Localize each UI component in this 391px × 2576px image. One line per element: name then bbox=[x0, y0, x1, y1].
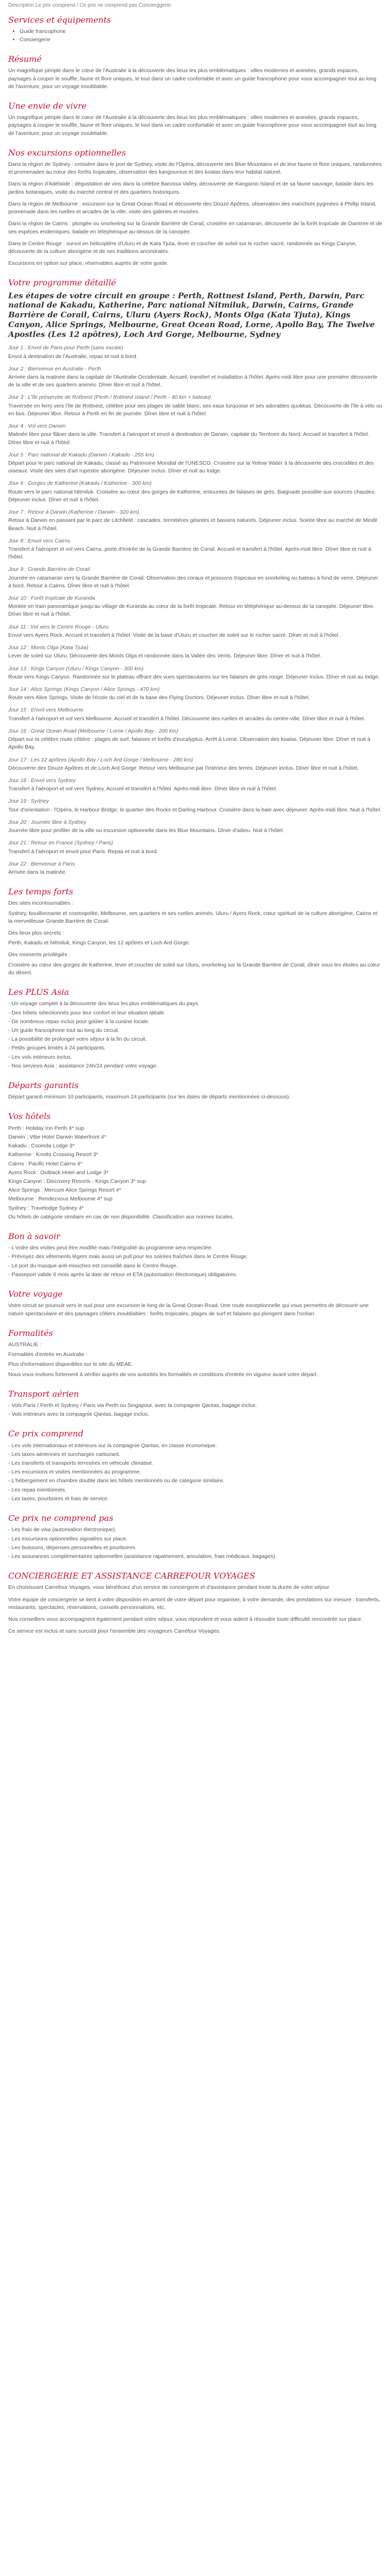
temps-forts-paragraph: Perth, Kakadu et Nitmiluk, Kings Canyon, les 12 apôtres et Loch Ard Gorge. bbox=[8, 940, 190, 946]
prix-ne-comprend-item: - Les boissons, dépenses personnelles et pourboires. bbox=[8, 1544, 137, 1551]
temps-forts-paragraph: Des moments privilégiés : bbox=[8, 952, 71, 958]
programme-title: Votre programme détaillé bbox=[8, 278, 116, 288]
prix-comprend-item: - Les taxes aériennes et surcharges carburant. bbox=[8, 1451, 121, 1458]
programme-day-title: Jour 2 : Bienvenue en Australie - Perth bbox=[8, 365, 101, 372]
hotel-item: Kakadu : Cooinda Lodge 3* bbox=[8, 1143, 75, 1149]
departs-text: Départ garanti minimum 10 participants, maximum 24 participants (sur les dates de départs mentionnées ci-dessous). bbox=[8, 1094, 290, 1100]
prix-comprend-item: - Les repas mentionnés. bbox=[8, 1486, 67, 1493]
breadcrumb: Description Le prix comprend / Ce prix ne comprend pas Concierggerie bbox=[8, 3, 171, 8]
temps-forts-paragraph: Des lieux plus secrets : bbox=[8, 930, 64, 936]
excursions-paragraph: Dans le Centre Rouge : survol en hélicoptère d'Uluru et de Kata Tjuta, lever et coucher de soleil sur le rocher sacré, randonnée au Kings Canyon, découverte de la culture aborigène et de ses traditions ancestrales. bbox=[8, 240, 357, 255]
programme-day-description: Lever de soleil sur Uluru. Découverte des Monts Olga et randonnée dans la Vallée des Vents. Déjeuner libre. Dîner et nuit à l'hôtel. bbox=[8, 653, 322, 659]
programme-day-title: Jour 20 : Journée libre à Sydney bbox=[8, 819, 87, 825]
info-list bbox=[8, 1244, 383, 1279]
hotel-item: Katherine : Knotts Crossing Resort 3* bbox=[8, 1151, 99, 1158]
conciergerie-paragraph: Nos conseillers vous accompagnent également pendant votre séjour, vous répondent et vous aident à résoudre toute difficulté rencontrée sur place. bbox=[8, 1616, 363, 1623]
programme-day-title: Jour 16 : Great Ocean Road (Melbourne / Lorne / Apollo Bay - 200 km) bbox=[8, 727, 178, 734]
plus-section bbox=[8, 987, 383, 1070]
prix-ne-comprend-item: - Les assurances complémentaires optionnelles (assistance rapatriement, annulation, frais médicaux, bagages). bbox=[8, 1553, 277, 1560]
plus-item: - Nos services Asia : assistance 24h/24 pendant votre voyage. bbox=[8, 1062, 158, 1069]
formalites-line: AUSTRALIE : bbox=[8, 1341, 42, 1348]
envie-title: Une envie de vivre bbox=[8, 100, 87, 111]
formalites-line: Plus d'informations disponibles sur le site du MEAE. bbox=[8, 1361, 133, 1368]
programme-day bbox=[8, 686, 383, 702]
programme-day-description: Transfert à l'aéroport et vol vers Melbourne. Accueil et transfert à l'hôtel. Découverte des ruelles et arcades du centre-ville. Dîner libre et nuit à l'hôtel. bbox=[8, 715, 365, 722]
programme-day-title: Jour 9 : Grande Barrière de Corail bbox=[8, 566, 90, 573]
voyage-text: Votre circuit se poursuit vers le sud pour une excursion le long de la Great Ocean Road. Une route exceptionnelle qui vous permettra de découvrir une nature spectaculaire et des paysages côtiers inoubliables : forêts tropicales, plages de surf et falaises qui plongent dans l'océan. bbox=[8, 1302, 369, 1317]
prix-comprend-item: - Les excursions et visites mentionnées au programme. bbox=[8, 1469, 141, 1476]
formalites-section bbox=[8, 1328, 383, 1379]
plus-title: Les PLUS Asia bbox=[8, 987, 69, 997]
excursions-paragraph: Excursions en option sur place, réservables auprès de votre guide. bbox=[8, 260, 169, 267]
programme-day bbox=[8, 727, 383, 752]
programme-day-title: Jour 12 : Monts Olga (Kata Tjuta) bbox=[8, 645, 89, 651]
resume-section bbox=[8, 54, 383, 91]
programme-days bbox=[8, 344, 383, 876]
hotels-list bbox=[8, 1125, 383, 1221]
transport-section bbox=[8, 1389, 383, 1419]
prix-comprend-item: - Les vols internationaux et intérieurs sur la compagnie Qantas, en classe économique. bbox=[8, 1442, 217, 1449]
programme-day-title: Jour 3 : L'île préservée de Rottnest (Perth / Rottnest Island / Perth - 40 km + bateau) bbox=[8, 394, 211, 401]
transport-item: - Vols Paris / Perth et Sydney / Paris via Perth ou Singapour, avec la compagnie Qantas, bagage inclus. bbox=[8, 1402, 257, 1409]
voyage-title: Votre voyage bbox=[8, 1289, 63, 1299]
hotel-item: Sydney : Travelodge Sydney 4* bbox=[8, 1205, 84, 1211]
conciergerie-title: CONCIERGERIE ET ASSISTANCE CARREFOUR VOYAGES bbox=[8, 1571, 255, 1581]
envie-section bbox=[8, 101, 383, 138]
plus-item: - Les vols intérieurs inclus. bbox=[8, 1054, 72, 1060]
programme-day bbox=[8, 344, 383, 360]
prix-ne-comprend-section bbox=[8, 1513, 383, 1561]
prix-comprend-item: - Les transferts et transports terrestres en véhicule climatisé. bbox=[8, 1460, 154, 1467]
services-item: • Conciergerie bbox=[20, 36, 383, 44]
hotel-item: Ayers Rock : Outback Hotel and Lodge 3* bbox=[8, 1169, 109, 1176]
programme-day-description: Découverte des Douze Apôtres et de Loch Ard Gorge. Retour vers Melbourne par l'intérieur des terres. Déjeuner inclus. Dîner libre et nuit à l'hôtel. bbox=[8, 765, 359, 771]
excursions-paragraph: Dans la région d'Adélaïde : dégustation de vins dans la célèbre Barossa Valley, découverte de Kangaroo Island et de sa faune sauvage, balade dans les jardins botaniques, visite du marché central et des quartiers historiques. bbox=[8, 181, 373, 195]
prix-comprend-item: - L'hébergement en chambre double dans les hôtels mentionnés ou de catégorie similaire. bbox=[8, 1478, 224, 1484]
programme-day bbox=[8, 798, 383, 814]
excursions-paragraph: Dans la région de Cairns : plongée ou snorkeling sur la Grande Barrière de Corail, croisière en catamaran, découverte de la forêt tropicale de Daintree et de ses espèces endémiques, balade en téléphérique au-dessus de la canopée. bbox=[8, 221, 382, 235]
programme-day-description: Transfert à l'aéroport et envol pour Paris. Repas et nuit à bord. bbox=[8, 848, 158, 855]
programme-day-description: Départ pour le parc national de Kakadu, classé au Patrimoine Mondial de l'UNESCO. Croisière sur la Yellow Water à la découverte des crocodiles et des oiseaux. Visite des sites d'art rupestre aborigène. Déjeuner inclus. Dîner et nuit au lodge. bbox=[8, 460, 374, 474]
temps-forts-paragraph: Sydney, bouillonnante et cosmopolite, Melbourne, ses quartiers et ses ruelles animés, Uluru / Ayers Rock, cœur spirituel de la culture aborigène, Cairns et la merveilleuse Grande Barrière de Corail. bbox=[8, 910, 378, 924]
programme-day bbox=[8, 706, 383, 722]
hotel-item: Darwin : Vibe Hotel Darwin Waterfront 4* bbox=[8, 1133, 106, 1140]
programme-day bbox=[8, 394, 383, 418]
programme-day-description: Départ sur la célèbre route côtière : plages de surf, falaises et forêts d'eucalyptus. Arrêt à Lorne. Observation des koalas. Déjeuner libre. Dîner et nuit à Apollo Bay. bbox=[8, 736, 370, 751]
programme-day-title: Jour 13 : Kings Canyon (Uluru / Kings Canyon - 300 km) bbox=[8, 665, 144, 672]
temps-forts-title: Les temps forts bbox=[8, 887, 73, 897]
programme-day-description: Arrivée dans la matinée dans la capitale de l'Australie Occidentale. Accueil, transfert et installation à l'hôtel. Après-midi libre pour une première découverte de la ville et de ses quartiers animés. Dîner libre et nuit à l'hôtel. bbox=[8, 374, 378, 388]
programme-day bbox=[8, 365, 383, 389]
programme-lead: Les étapes de votre circuit en groupe : Perth, Rottnest Island, Perth, Darwin, Parc national de Kakadu, Katherine, Parc national Nitmiluk, Darwin, Cairns, Grande Barrière de Corail, Cairns, Uluru (Ayers Rock), Monts Olga (Kata Tjuta), Kings Canyon, Alice Springs, Melbourne, Great Ocean Road, Lorne, Apollo Bay, The Twelve Apostles (Les 12 apôtres), Loch Ard Gorge, Melbourne, Sydney bbox=[8, 291, 375, 339]
departs-section bbox=[8, 1080, 383, 1101]
conciergerie-section bbox=[8, 1571, 383, 1635]
transport-item: - Vols intérieurs avec la compagnie Qantas, bagage inclus. bbox=[8, 1411, 150, 1418]
conciergerie-paragraph: Ce service est inclus et sans surcoût pour l'ensemble des voyageurs Carrefour Voyages. bbox=[8, 1628, 221, 1635]
hotel-item: Alice Springs : Mercure Alice Springs Resort 4* bbox=[8, 1187, 121, 1194]
programme-day-title: Jour 11 : Vol vers le Centre Rouge - Uluru bbox=[8, 623, 109, 630]
programme-day-title: Jour 19 : Sydney bbox=[8, 798, 49, 805]
programme-day-title: Jour 15 : Envol vers Melbourne bbox=[8, 707, 84, 714]
excursions-paragraph: Dans la région de Sydney : croisière dans le port de Sydney, visite de l'Opéra, découverte des Blue Mountains et de leur faune et flore uniques, randonnées et promenades au cœur des forêts tropicales, observation des kangourous et des koalas dans leur habitat naturel. bbox=[8, 161, 382, 176]
info-title: Bon à savoir bbox=[8, 1231, 60, 1242]
programme-day bbox=[8, 860, 383, 876]
info-item: - Le port du masque anti-mouches est conseillé dans le Centre Rouge. bbox=[8, 1262, 178, 1269]
temps-forts-paragraph: Croisière au cœur des gorges de Katherine, lever et coucher de soleil sur Uluru, snorkeling sur la Grande Barrière de Corail, dîner sous les étoiles au cœur du désert. bbox=[8, 961, 380, 976]
plus-item: - De nombreux repas inclus pour goûter à la cuisine locale. bbox=[8, 1018, 150, 1025]
prix-ne-comprend-list bbox=[8, 1526, 383, 1561]
excursions-section bbox=[8, 148, 383, 268]
formalites-line: Nous vous invitons fortement à vérifier auprès de vos autorités les formalités et conditions d'entrée en vigueur avant votre départ. bbox=[8, 1371, 318, 1378]
programme-day bbox=[8, 819, 383, 835]
programme-day bbox=[8, 756, 383, 772]
programme-day-title: Jour 7 : Retour à Darwin (Katherine / Darwin - 320 km) bbox=[8, 509, 139, 516]
programme-day-description: Traversée en ferry vers l'île de Rottnest, célèbre pour ses plages de sable blanc, ses eaux turquoise et ses adorables quokkas. Découverte de l'île à vélo ou en bus. Déjeuner libre. Retour à Perth en fin de journée. Dîner libre et nuit à l'hôtel. bbox=[8, 402, 383, 417]
departs-title: Départs garantis bbox=[8, 1080, 79, 1091]
hotel-item: Melbourne : Rendezvous Melbourne 4* sup bbox=[8, 1196, 112, 1202]
prix-comprend-list bbox=[8, 1442, 383, 1503]
programme-day-title: Jour 6 : Gorges de Katherine (Kakadu / Katherine - 300 km) bbox=[8, 480, 152, 487]
programme-day bbox=[8, 451, 383, 476]
prix-comprend-item: - Les taxes, pourboires et frais de service. bbox=[8, 1495, 109, 1502]
plus-item: - Des hôtels sélectionnés pour leur confort et leur situation idéale. bbox=[8, 1009, 166, 1016]
programme-section bbox=[8, 278, 383, 876]
hotel-item: Cairns : Pacific Hotel Cairns 4* bbox=[8, 1160, 83, 1167]
hotel-item: Ou hôtels de catégorie similaire en cas de non disponibilité. Classification aux normes locales. bbox=[8, 1213, 234, 1220]
temps-forts-section bbox=[8, 887, 383, 977]
programme-day-title: Jour 18 : Envol vers Sydney bbox=[8, 777, 76, 784]
programme-day-description: Transfert à l'aéroport et vol vers Sydney. Accueil et transfert à l'hôtel. Après-midi libre. Dîner libre et nuit à l'hôtel. bbox=[8, 786, 278, 792]
programme-day-description: Arrivée dans la matinée. bbox=[8, 869, 67, 875]
conciergerie-paragraph: En choisissant Carrefour Voyages, vous bénéficiez d'un service de conciergerie et d'assistance pendant toute la durée de votre séjour. bbox=[8, 1584, 331, 1591]
programme-day bbox=[8, 566, 383, 590]
prix-comprend-section bbox=[8, 1429, 383, 1503]
programme-day-title: Jour 1 : Envol de Paris pour Perth (sans escale) bbox=[8, 345, 123, 351]
formalites-title: Formalités bbox=[8, 1328, 53, 1338]
programme-day-title: Jour 22 : Bienvenue à Paris bbox=[8, 860, 75, 867]
plus-list bbox=[8, 1000, 383, 1070]
programme-day-title: Jour 14 : Alice Springs (Kings Canyon / Alice Springs - 470 km) bbox=[8, 686, 160, 692]
formalites-line: Formalités d'entrée en Australie : bbox=[8, 1351, 88, 1358]
services-list bbox=[8, 28, 383, 44]
programme-day bbox=[8, 509, 383, 533]
prix-ne-comprend-item: - Les excursions optionnelles signalées sur place. bbox=[8, 1535, 128, 1542]
plus-item: - Un guide francophone tout au long du circuit. bbox=[8, 1027, 120, 1033]
programme-day-title: Jour 21 : Retour en France (Sydney / Paris) bbox=[8, 840, 113, 846]
programme-day-description: Montée en train panoramique jusqu'au village de Kuranda au cœur de la forêt tropicale. Retour en téléphérique au-dessus de la canopée. Déjeuner libre. Dîner libre et nuit à l'hôtel. bbox=[8, 603, 375, 618]
programme-day-title: Jour 10 : Forêt tropicale de Kuranda bbox=[8, 595, 95, 602]
programme-day-description: Journée libre pour profiter de la ville ou excursion optionnelle dans les Blue Mountains. Dîner d'adieu. Nuit à l'hôtel. bbox=[8, 827, 284, 834]
programme-day-description: Route vers Kings Canyon. Randonnée sur le plateau offrant des vues spectaculaires sur les falaises de grès rouge. Déjeuner inclus. Dîner et nuit au lodge. bbox=[8, 673, 380, 680]
voyage-section bbox=[8, 1289, 383, 1318]
hotels-title: Vos hôtels bbox=[8, 1111, 51, 1122]
programme-day-description: Envol vers Ayers Rock. Accueil et transfert à l'hôtel. Visite de la base d'Uluru et coucher de soleil sur le rocher sacré. Dîner et nuit à l'hôtel. bbox=[8, 632, 340, 638]
prix-comprend-title: Ce prix comprend bbox=[8, 1429, 84, 1439]
programme-day-description: Envol à destination de l'Australie, repas et nuit à bord. bbox=[8, 353, 138, 360]
programme-day bbox=[8, 839, 383, 855]
envie-text: Un magnifique périple dans le cœur de l'Australie à la découverte des lieux les plus emblématiques : villes modernes et animées, grands espaces, paysages à couper le souffle, faune et flore uniques, le tout dans un cadre confortable et avec un guide francophone pour vous accompagner tout au long de l'aventure, pour un voyage inoubliable. bbox=[8, 114, 377, 137]
programme-day bbox=[8, 665, 383, 681]
programme-day-description: Transfert à l'aéroport et vol vers Cairns, porte d'entrée de la Grande Barrière de Corail. Accueil et transfert à l'hôtel. Après-midi libre. Dîner libre et nuit à l'hôtel. bbox=[8, 546, 371, 561]
programme-day-description: Route vers Alice Springs. Visite de l'école du ciel et de la base des Flying Doctors. Déjeuner inclus. Dîner libre et nuit à l'hôtel. bbox=[8, 694, 310, 701]
info-item: - Prévoyez des vêtements légers mais aussi un pull pour les soirées fraîches dans le Centre Rouge. bbox=[8, 1253, 248, 1260]
programme-day bbox=[8, 422, 383, 447]
plus-item: - Petits groupes limités à 24 participants. bbox=[8, 1045, 106, 1052]
programme-day-description: Journée en catamaran vers la Grande Barrière de Corail. Observation des coraux et poissons tropicaux en snorkeling ou bateau à fond de verre. Déjeuner à bord. Retour à Cairns. Dîner libre et nuit à l'hôtel. bbox=[8, 574, 379, 589]
prix-ne-comprend-item: - Les frais de visa (autorisation électronique). bbox=[8, 1527, 117, 1533]
programme-day bbox=[8, 623, 383, 639]
programme-day-title: Jour 5 : Parc national de Kakadu (Darwin / Kakadu - 255 km) bbox=[8, 451, 155, 458]
excursions-paragraph: Dans la région de Melbourne : excursion sur la Great Ocean Road et découverte des Douze Apôtres, observation des manchots pygmées à Phillip Island, promenade dans les ruelles et arcades de la ville, visite des galeries et musées. bbox=[8, 200, 377, 215]
conciergerie-paragraph: Votre équipe de conciergerie se tient à votre disposition en amont de votre départ pour organiser, à votre demande, des prestations sur mesure : transferts, restaurants, spectacles, réservations, conseils personnalisés, etc. bbox=[8, 1596, 380, 1611]
programme-day-description: Route vers le parc national Nitmiluk. Croisière au cœur des gorges de Katherine, entourées de falaises de grès. Baignade possible aux sources chaudes. Déjeuner inclus. Dîner et nuit à l'hôtel. bbox=[8, 488, 376, 503]
programme-day bbox=[8, 595, 383, 619]
programme-day bbox=[8, 777, 383, 793]
temps-forts-paragraph: Des sites incontournables : bbox=[8, 900, 74, 907]
programme-day bbox=[8, 537, 383, 562]
plus-item: - Un voyage complet à la découverte des lieux les plus emblématiques du pays. bbox=[8, 1001, 200, 1007]
hotel-item: Kings Canyon : Discovery Resorts - Kings Canyon 3* sup bbox=[8, 1178, 146, 1184]
prix-ne-comprend-title: Ce prix ne comprend pas bbox=[8, 1513, 113, 1523]
services-item: • Guide francophone bbox=[20, 28, 383, 36]
services-section bbox=[8, 15, 383, 44]
resume-title: Résumé bbox=[8, 54, 42, 64]
programme-day-description: Retour à Darwin en passant par le parc de Litchfield : cascades, termitières géantes et bassins naturels. Déjeuner inclus. Soirée libre au marché de Mindil Beach. Nuit à l'hôtel. bbox=[8, 517, 377, 532]
plus-item: - La possibilité de prolonger votre séjour à la fin du circuit. bbox=[8, 1036, 147, 1043]
info-item: - L'ordre des visites peut être modifié mais l'intégralité du programme sera respectée. bbox=[8, 1245, 213, 1251]
excursions-title: Nos excursions optionnelles bbox=[8, 147, 126, 158]
hotel-item: Perth : Holiday Inn Perth 4* sup bbox=[8, 1125, 85, 1131]
programme-day bbox=[8, 644, 383, 660]
info-section bbox=[8, 1231, 383, 1279]
programme-day-title: Jour 17 : Les 12 apôtres (Apollo Bay / Loch Ard Gorge / Melbourne - 280 km) bbox=[8, 756, 193, 763]
transport-title: Transport aérien bbox=[8, 1388, 79, 1399]
programme-day-title: Jour 4 : Vol vers Darwin bbox=[8, 423, 66, 430]
transport-list bbox=[8, 1402, 383, 1418]
resume-text: Un magnifique périple dans le cœur de l'Australie à la découverte des lieux les plus emblématiques : villes modernes et animées, grands espaces, paysages à couper le souffle, faune et flore uniques, le tout dans un cadre confortable et avec un guide francophone pour vous accompagner tout au long de l'aventure, pour un voyage inoubliable. bbox=[8, 67, 377, 90]
programme-day-description: Tour d'orientation : l'Opéra, le Harbour Bridge, le quartier des Rocks et Darling Harbour. Croisière dans la baie avec déjeuner. Après-midi libre. Nuit à l'hôtel. bbox=[8, 806, 382, 813]
programme-day-description: Matinée libre pour flâner dans la ville. Transfert à l'aéroport et envol à destination de Darwin, capitale du Territoire du Nord. Accueil et transfert à l'hôtel. Dîner libre et nuit à l'hôtel. bbox=[8, 431, 370, 446]
hotels-section bbox=[8, 1111, 383, 1221]
info-item: - Passeport valide 6 mois après la date de retour et ETA (autorisation électronique) obligatoires. bbox=[8, 1271, 237, 1278]
programme-day-title: Jour 8 : Envol vers Cairns bbox=[8, 537, 71, 544]
programme-day bbox=[8, 480, 383, 504]
services-title: Services et équipements bbox=[8, 14, 111, 25]
